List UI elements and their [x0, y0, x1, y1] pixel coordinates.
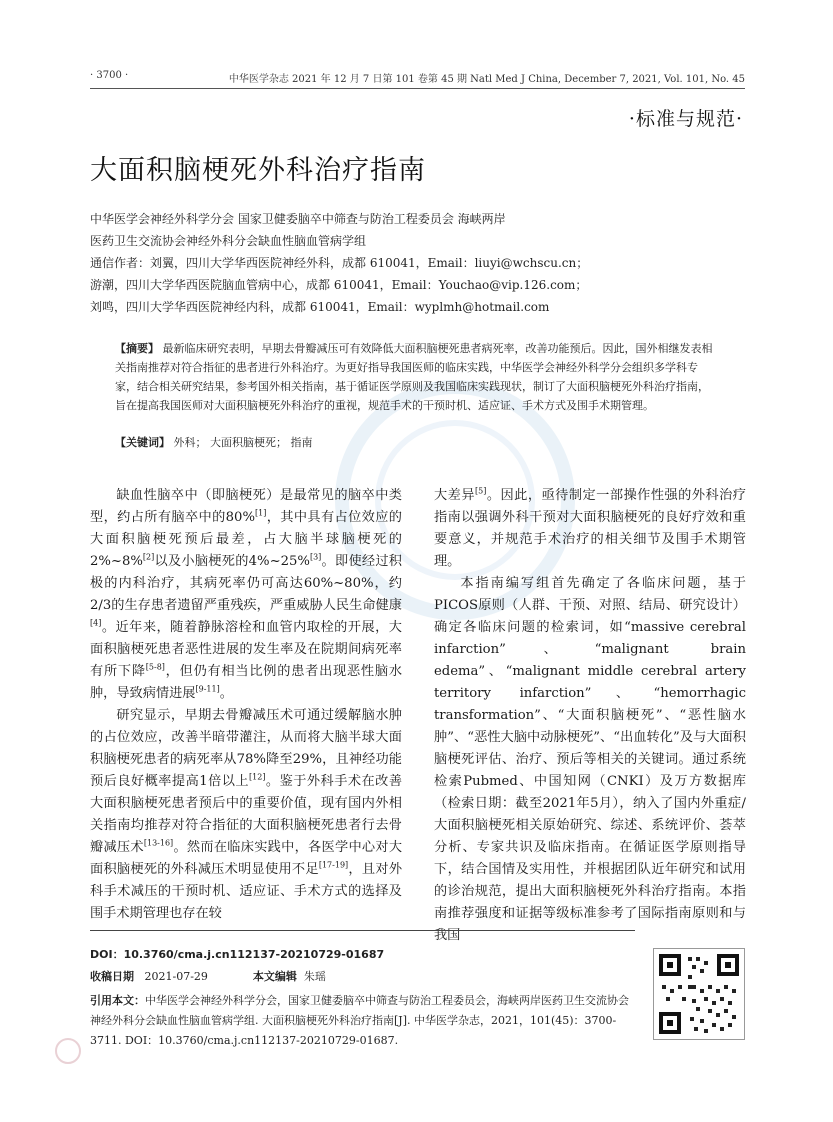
author-line: 中华医学会神经外科学分会 国家卫健委脑卒中筛查与防治工程委员会 海峡两岸 [90, 212, 506, 226]
qr-code-icon[interactable] [653, 948, 745, 1040]
abstract-text: 最新临床研究表明，早期去骨瓣减压可有效降低大面积脑梗死患者病死率，改善功能预后。因此，国外相继发表相关指南推荐对符合指征的患者进行外科治疗。为更好指导我国医师的临床实践，中华医学会神经外科学分会组织多学科专家，结合相关研究结果，参考国外相关指南，基于循证医学原则及我国临床实践现状，制订了大面积脑梗死外科治疗指南，旨在提高我国医师对大面积脑梗死外科治疗的重视，规范手术的干预时机、适应证、手术方式及围手术期管理。 [115, 342, 713, 412]
paragraph: 缺血性脑卒中（即脑梗死）是最常见的脑卒中类型，约占所有脑卒中的80%[1]，其中具有占位效应的大面积脑梗死预后最差，占大脑半球脑梗死的2%~8%[2]以及小脑梗死的4%~25%[3]。即使经过积极的内科治疗，其病死率仍可高达60%~80%，约2/3的生存患者遗留严重残疾，严重威胁人民生命健康[4]。近年来，随着静脉溶栓和血管内取栓的开展，大面积脑梗死患者恶性进展的发生率及在院期间病死率有所下降[5-8]，但仍有相当比例的患者出现恶性脑水肿，导致病情进展[9-11]。 [90, 488, 403, 701]
journal-header: 中华医学杂志 2021 年 12 月 7 日第 101 卷第 45 期 Natl Med J China, December 7, 2021, Vol. 101, No. 45 [228, 74, 745, 85]
citation-ref[interactable]: [13-16] [143, 838, 174, 848]
section-tag: ·标准与规范· [628, 108, 743, 130]
citation-ref[interactable]: [4] [90, 618, 102, 628]
header-divider [90, 88, 745, 89]
citation-ref[interactable]: [5] [475, 486, 487, 496]
body-column-right [434, 485, 746, 947]
cite-text: 中华医学会神经外科学分会，国家卫健委脑卒中筛查与防治工程委员会，海峡两岸医药卫生交流协会神经外科分会缺血性脑血管病学组. 大面积脑梗死外科治疗指南[J]. 中华医学杂志，2021，101(45)：3700-3711. DOI：10.3760/cma.j.cn112137-20210729-01687. [90, 994, 629, 1047]
keywords [115, 434, 313, 450]
body-column-left [90, 485, 402, 925]
cite-label: 引用本文： [90, 994, 145, 1007]
page-number: · 3700 · [90, 70, 129, 81]
citation [90, 991, 635, 1051]
received-date: 2021-07-29 [144, 970, 208, 983]
paragraph: 大差异[5]。因此，亟待制定一部操作性强的外科治疗指南以强调外科干预对大面积脑梗死的良好疗效和重要意义，并规范手术治疗的相关细节及围手术期管理。 [434, 486, 746, 569]
received-label: 收稿日期 [90, 970, 134, 983]
citation-ref[interactable]: [5-8] [145, 662, 165, 672]
footer-divider [90, 930, 635, 931]
citation-ref[interactable]: [3] [309, 552, 322, 562]
correspondence-line: 通信作者：刘翼，四川大学华西医院神经外科，成都 610041，Email：liuyi@wchscu.cn； [90, 256, 589, 270]
received-info [90, 968, 326, 984]
abstract [115, 339, 715, 415]
citation-ref[interactable]: [12] [249, 772, 266, 782]
citation-ref[interactable]: [1] [254, 508, 267, 518]
citation-ref[interactable]: [9-11] [195, 684, 220, 694]
keywords-text: 外科； 大面积脑梗死； 指南 [173, 436, 313, 449]
keywords-label: 【关键词】 [115, 436, 170, 449]
correspondence-line: 游潮，四川大学华西医院脑血管病中心，成都 610041，Email：Youchao@vip.126.com； [90, 278, 588, 292]
editor-label: 本文编辑 [252, 970, 297, 983]
doi[interactable]: DOI：10.3760/cma.j.cn112137-20210729-01687 [90, 948, 385, 961]
publisher-seal-icon [55, 1038, 81, 1064]
paragraph: 研究显示，早期去骨瓣减压术可通过缓解脑水肿的占位效应，改善半暗带灌注，从而将大脑半球大面积脑梗死患者的病死率从78%降至29%，且神经功能预后良好概率提高1倍以上[12]。鉴于外科手术在改善大面积脑梗死患者预后中的重要价值，现有国内外相关指南均推荐对符合指征的大面积脑梗死患者行去骨瓣减压术[13-16]。然而在临床实践中，各医学中心对大面积脑梗死的外科减压术明显使用不足[17-19]，且对外科手术减压的干预时机、适应证、手术方式的选择及围手术期管理也存在较 [90, 708, 403, 921]
citation-ref[interactable]: [17-19] [318, 860, 349, 870]
abstract-label: 【摘要】 [115, 342, 159, 355]
paragraph: 本指南编写组首先确定了各临床问题，基于PICOS原则（人群、干预、对照、结局、研究设计）确定各临床问题的检索词，如“massive cerebral infarction”、“malignant brain edema”、“malignant middle cerebral artery territory infarction”、“hemorrhagic transformation”、“大面积脑梗死”、“恶性脑水肿”、“恶性大脑中动脉梗死”、“出血转化”及与大面积脑梗死评估、治疗、预后等相关的关键词。通过系统检索Pubmed、中国知网（CNKI）及万方数据库（检索日期：截至2021年5月），纳入了国内外重症/大面积脑梗死相关原始研究、综述、系统评价、荟萃分析、专家共识及临床指南。在循证医学原则指导下，结合国情及实用性，并根据团队近年研究和试用的诊治规范，提出大面积脑梗死外科治疗指南。本指南推荐强度和证据等级标准参考了国际指南原则和与我国 [434, 576, 746, 943]
correspondence-line: 刘鸣，四川大学华西医院神经内科，成都 610041，Email：wyplmh@hotmail.com [90, 300, 550, 314]
article-title: 大面积脑梗死外科治疗指南 [90, 155, 426, 186]
citation-ref[interactable]: [2] [142, 552, 155, 562]
author-line: 医药卫生交流协会神经外科分会缺血性脑血管病学组 [90, 234, 367, 248]
editor-name: 朱瑶 [303, 970, 326, 983]
author-block [90, 208, 740, 318]
